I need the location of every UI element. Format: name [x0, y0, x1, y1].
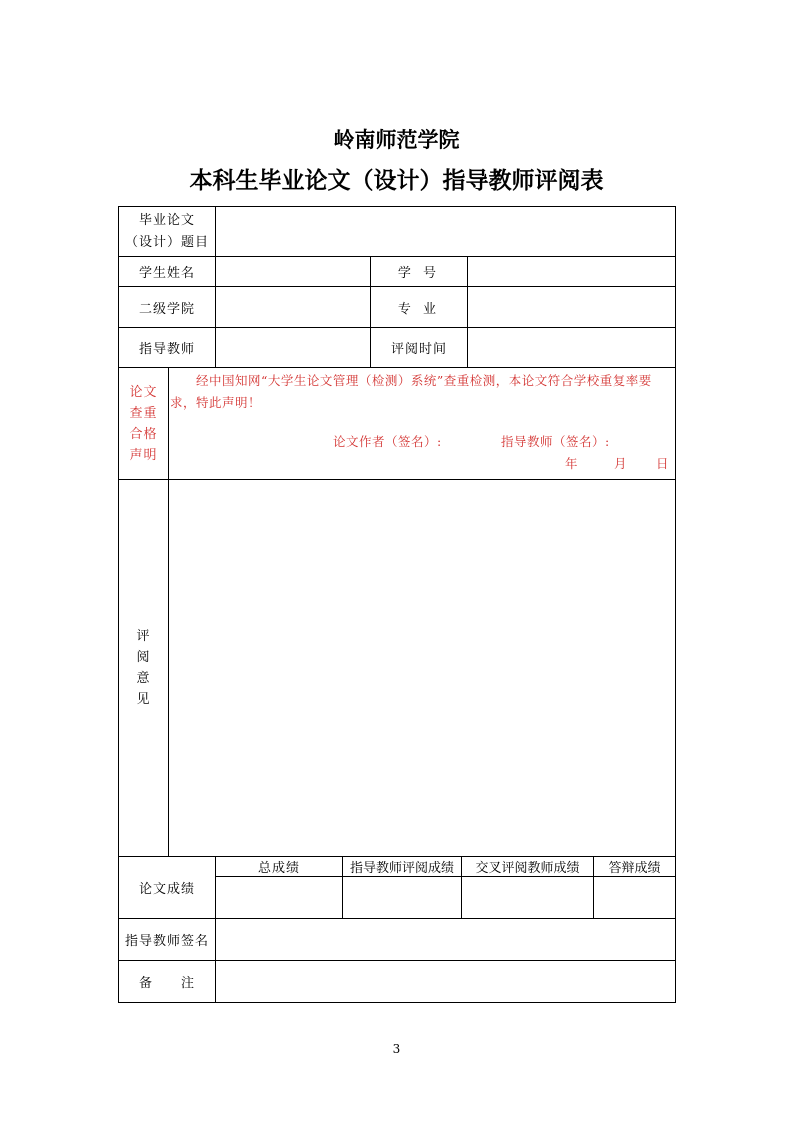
thesis-title-label	[119, 207, 215, 256]
declaration-text: 经中国知网“大学生论文管理（检测）系统”查重检测，本论文符合学校重复率要求，特此声明！	[170, 373, 652, 410]
grade-col-total: 总成绩	[257, 861, 300, 876]
grade-advisor-field[interactable]	[343, 877, 461, 918]
declaration-label-line: 查重	[129, 405, 158, 421]
student-name-field[interactable]	[216, 257, 370, 286]
college-label: 二级学院	[138, 301, 195, 317]
review-label-line: 意	[136, 671, 151, 686]
grade-col-defense: 答辩成绩	[608, 861, 661, 876]
major-field[interactable]	[468, 287, 675, 327]
date-day-label: 日	[656, 456, 669, 471]
review-comments-label	[119, 480, 168, 856]
review-comments-field[interactable]	[169, 480, 675, 856]
advisor-signature-field[interactable]	[216, 919, 675, 960]
advisor-signature-label: 指导教师签名	[124, 934, 209, 949]
major-label: 专 业	[397, 301, 441, 317]
thesis-title-field[interactable]	[216, 207, 675, 256]
student-id-label: 学 号	[397, 266, 441, 281]
college-field[interactable]	[216, 287, 370, 327]
review-time-label: 评阅时间	[390, 342, 447, 357]
review-label-line: 阅	[136, 650, 151, 665]
remarks-label: 备 注	[138, 976, 195, 991]
student-id-field[interactable]	[468, 257, 675, 286]
date-month-label: 月	[614, 456, 627, 471]
declaration-label-line: 合格	[129, 426, 158, 442]
thesis-title-label-line2: （设计）题目	[124, 234, 209, 250]
remarks-field[interactable]	[216, 961, 675, 1002]
grade-cross-review-field[interactable]	[462, 877, 593, 918]
advisor-signature-declaration-label: 指导教师（签名）:	[501, 434, 610, 449]
page-number: 3	[392, 1042, 401, 1056]
review-time-field[interactable]	[468, 328, 675, 367]
declaration-label-line: 论文	[129, 384, 158, 400]
grade-defense-field[interactable]	[594, 877, 675, 918]
form-title: 本科生毕业论文（设计）指导教师评阅表	[189, 168, 604, 194]
grade-col-cross-review: 交叉评阅教师成绩	[475, 861, 580, 876]
review-label-line: 评	[136, 629, 151, 644]
grade-col-advisor: 指导教师评阅成绩	[349, 861, 454, 876]
student-name-label: 学生姓名	[138, 266, 195, 281]
thesis-title-label-line1: 毕业论文	[138, 212, 195, 228]
grade-total-field[interactable]	[216, 877, 342, 918]
declaration-label	[119, 368, 168, 479]
grades-label: 论文成绩	[138, 882, 195, 897]
school-name: 岭南师范学院	[333, 128, 460, 152]
review-label-line: 见	[136, 692, 151, 707]
date-year-label: 年	[565, 456, 578, 471]
author-signature-label: 论文作者（签名）:	[333, 434, 442, 449]
advisor-field[interactable]	[216, 328, 370, 367]
declaration-label-line: 声明	[129, 447, 158, 463]
advisor-label: 指导教师	[138, 342, 195, 357]
